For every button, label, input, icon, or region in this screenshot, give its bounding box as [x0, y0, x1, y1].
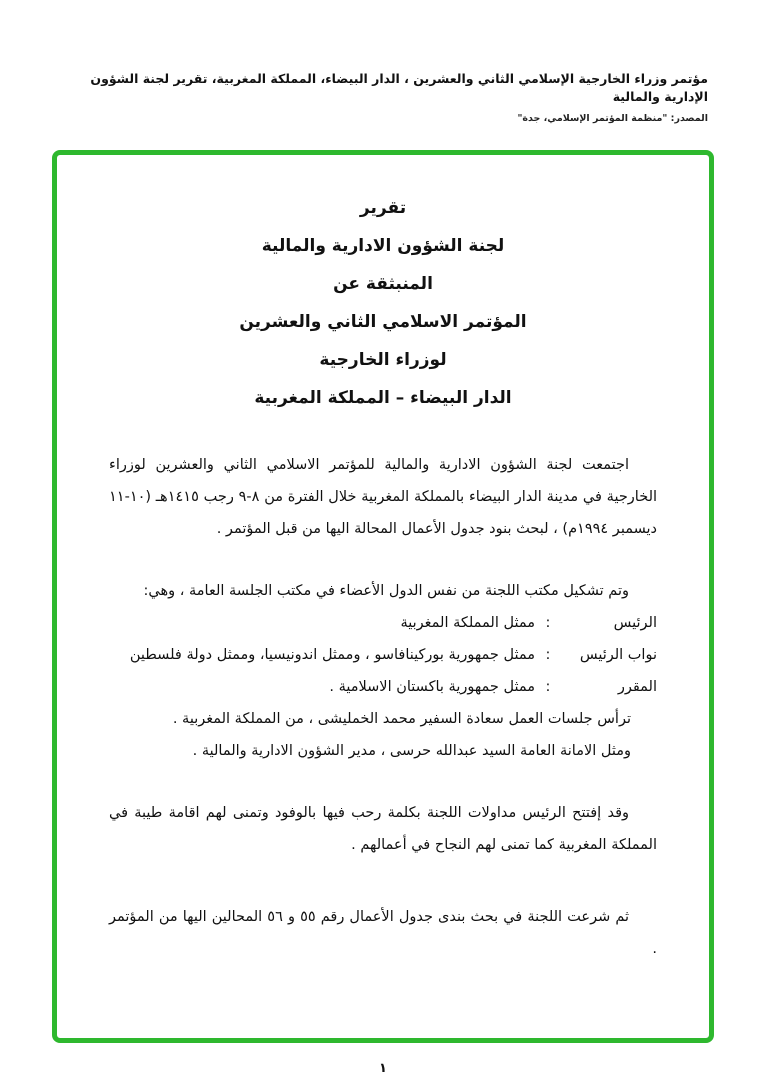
role-value: ممثل جمهورية باكستان الاسلامية . — [329, 679, 535, 695]
role-value: ممثل جمهورية بوركينافاسو ، وممثل اندونيسيا، وممثل دولة فلسطين — [129, 647, 535, 663]
role-label: الرئيس — [613, 615, 657, 631]
header-title: مؤتمر وزراء الخارجية الإسلامي الثاني والعشرين ، الدار البيضاء، المملكة المغربية، تقرير لجنة الشؤون الإدارية والمالية — [90, 71, 708, 104]
document-header — [0, 0, 766, 124]
title-line-ministers: لوزراء الخارجية — [319, 350, 447, 370]
bureau-roles-list — [109, 607, 657, 703]
role-row-vice-presidents — [109, 639, 657, 671]
title-line-committee: لجنة الشؤون الادارية والمالية — [261, 236, 505, 256]
role-label: نواب الرئيس — [579, 647, 657, 663]
page-number: ١ — [379, 1061, 387, 1076]
title-line-report: تقرير — [359, 198, 407, 218]
role-label: المقرر — [617, 679, 657, 695]
paragraph-agenda: ثم شرعت اللجنة في بحث بندى جدول الأعمال رقم ٥٥ و ٥٦ المحالين اليها من المؤتمر . — [109, 909, 657, 957]
role-row-president — [109, 607, 657, 639]
role-value: ممثل المملكة المغربية — [400, 615, 535, 631]
title-line-conference: المؤتمر الاسلامي الثاني والعشرين — [239, 312, 527, 332]
header-source: المصدر: "منظمة المؤتمر الإسلامي، جدة" — [517, 113, 708, 124]
role-colon: : — [545, 679, 551, 695]
role-row-rapporteur — [109, 671, 657, 703]
paragraph-meeting: اجتمعت لجنة الشؤون الادارية والمالية للمؤتمر الاسلامي الثاني والعشرين لوزراء الخارجية في مدينة الدار البيضاء بالمملكة المغربية خلال الفترة من ٨-٩ رجب ١٤١٥هـ (١٠-١١ ديسمبر ١٩٩٤م) ، لبحث بنود جدول الأعمال المحالة اليها من قبل المؤتمر . — [109, 457, 658, 537]
title-block — [109, 189, 657, 417]
chair-sessions-line: ترأس جلسات العمل سعادة السفير محمد الخمليشى ، من المملكة المغربية . — [172, 711, 631, 727]
role-colon: : — [545, 647, 551, 663]
title-line-emanating: المنبثقة عن — [333, 274, 433, 294]
paragraph-bureau-intro: وتم تشكيل مكتب اللجنة من نفس الدول الأعضاء في مكتب الجلسة العامة ، وهي: — [143, 583, 629, 599]
role-colon: : — [545, 615, 551, 631]
secretariat-line: ومثل الامانة العامة السيد عبدالله حرسى ، مدير الشؤون الادارية والمالية . — [192, 743, 631, 759]
document-frame — [52, 150, 714, 1043]
title-line-location: الدار البيضاء – المملكة المغربية — [254, 388, 512, 408]
paragraph-opening: وقد إفتتح الرئيس مداولات اللجنة بكلمة رحب فيها بالوفود وتمنى لهم اقامة طيبة في المملكة المغربية كما تمنى لهم النجاح في أعمالهم . — [109, 805, 657, 853]
